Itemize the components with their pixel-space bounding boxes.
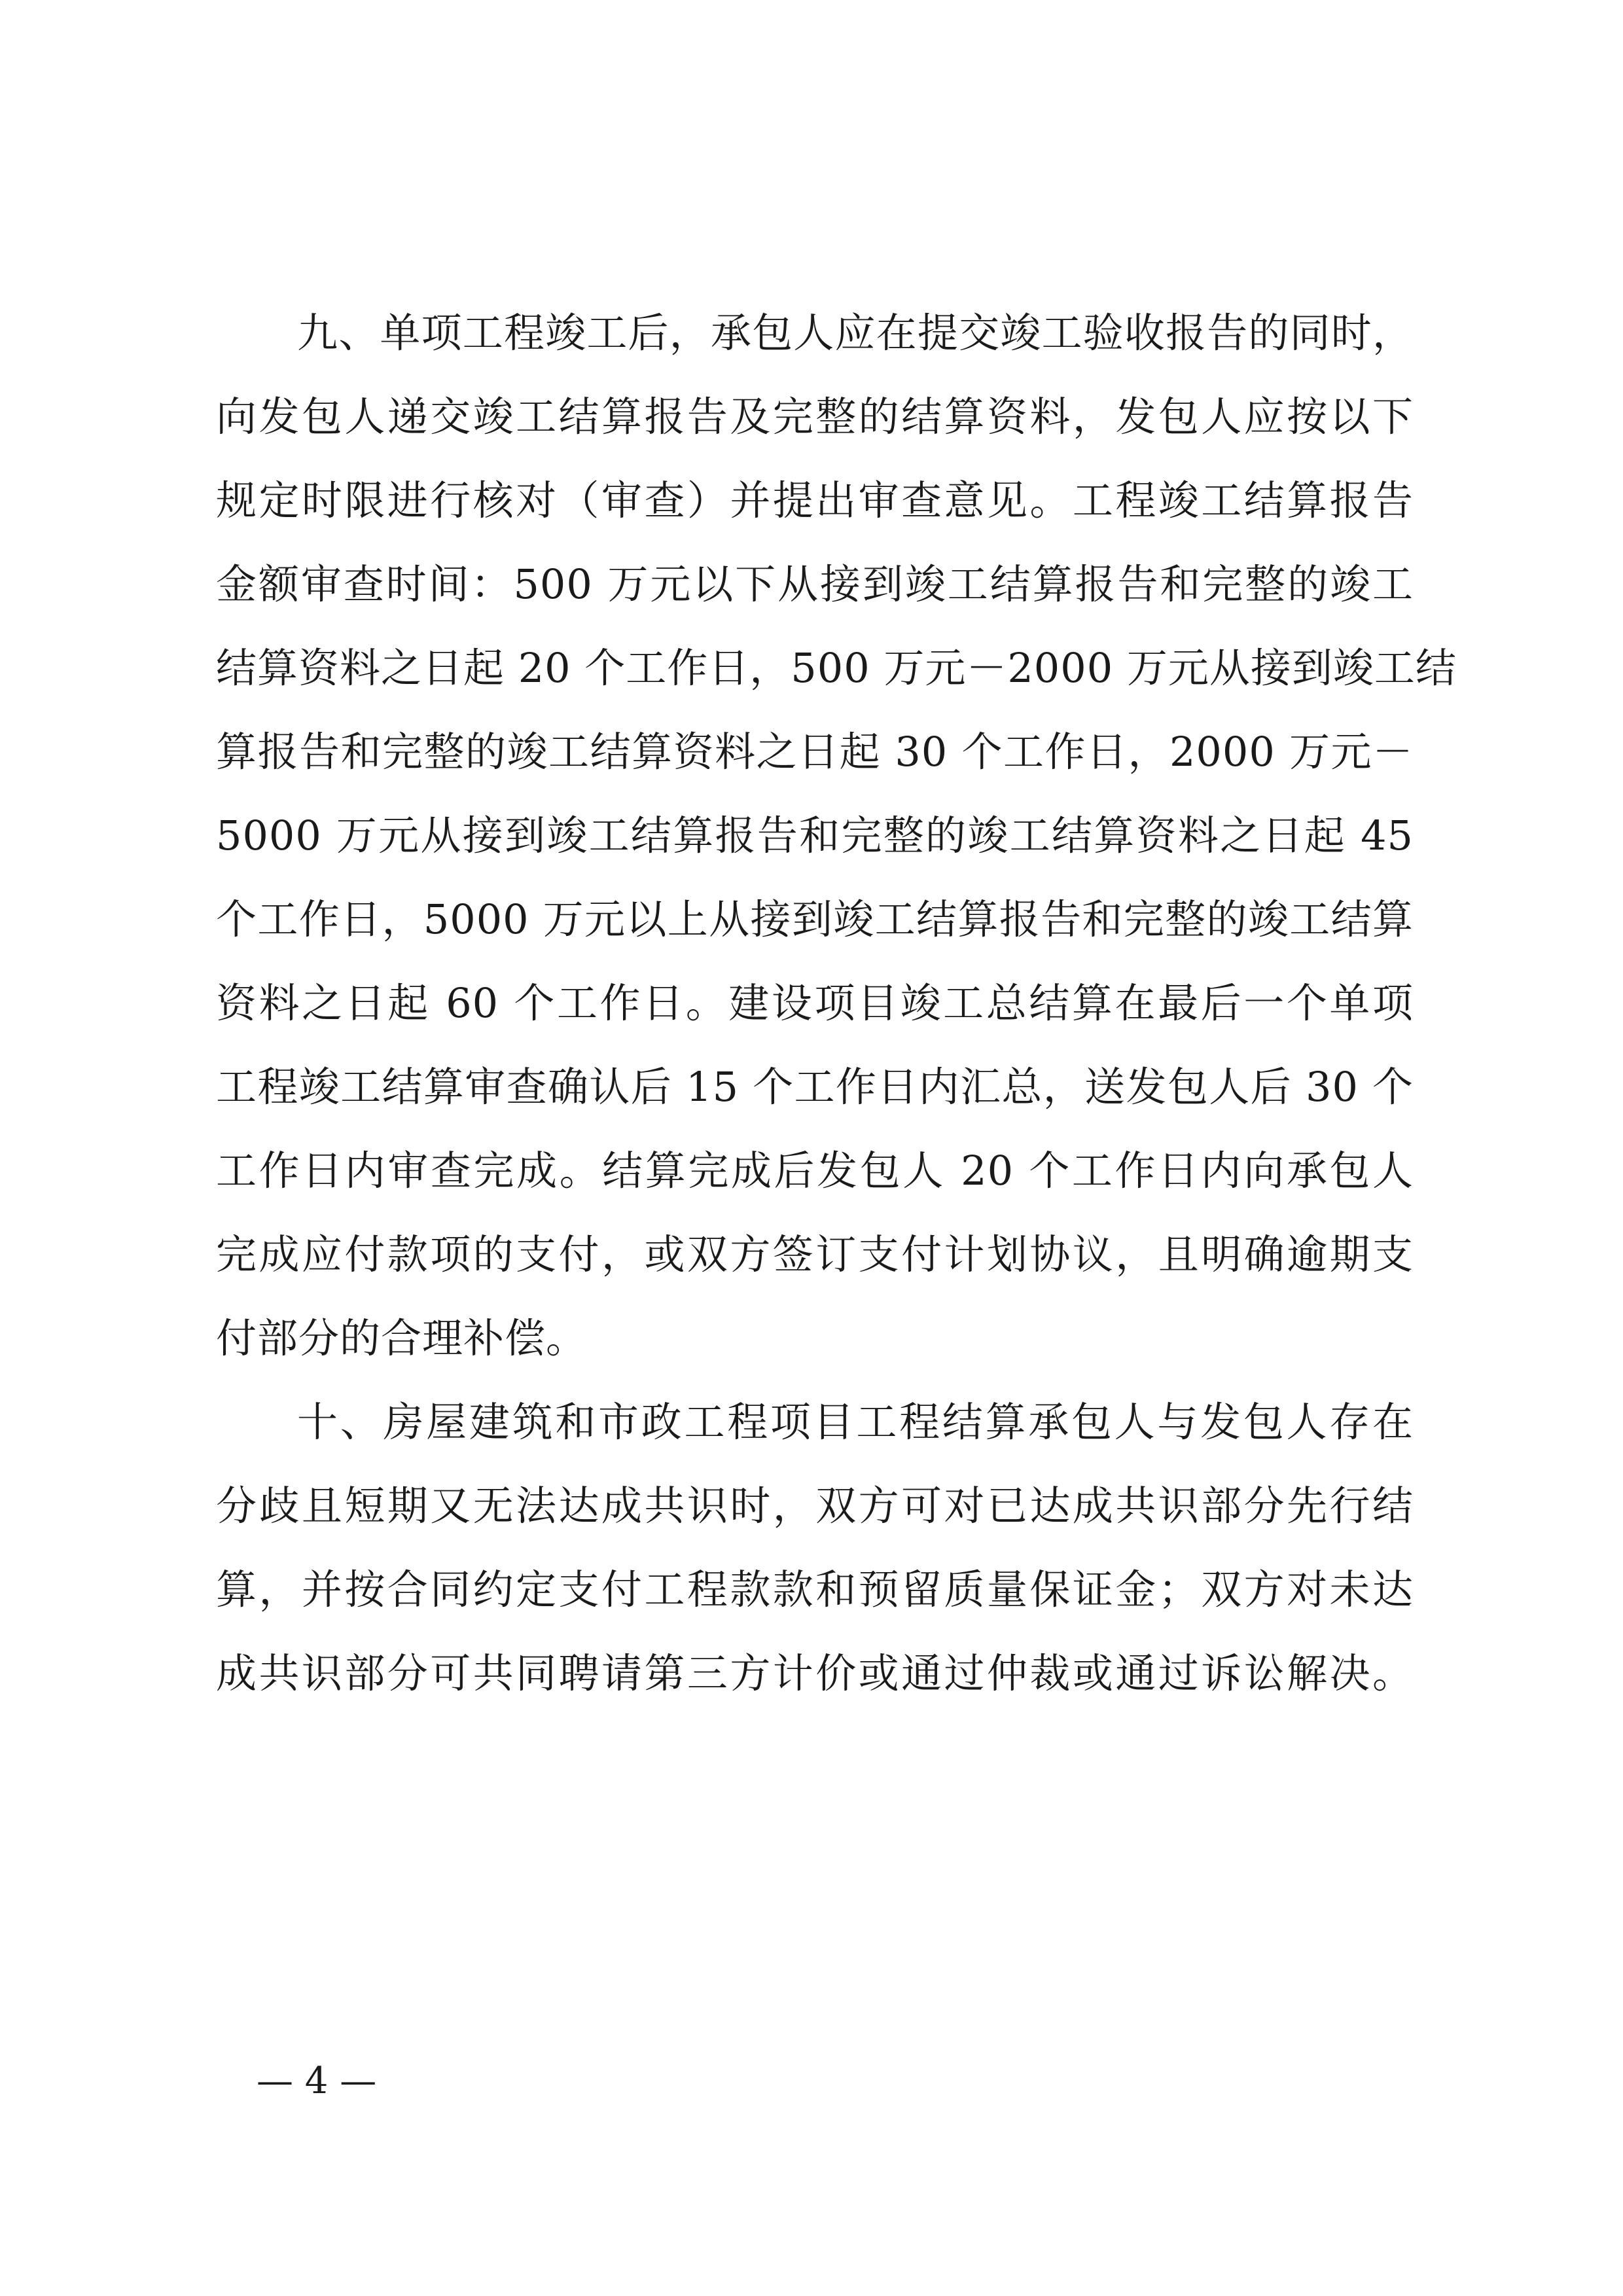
text-line: 结算资料之日起 20 个工作日，500 万元－2000 万元从接到竣工结 <box>216 644 1457 692</box>
text-line: 成共识部分可共同聘请第三方计价或通过仲裁或通过诉讼解决。 <box>216 1649 1414 1697</box>
paragraph-clause-10 <box>216 1380 1414 1715</box>
text-line: 向发包人递交竣工结算报告及完整的结算资料，发包人应按以下 <box>216 393 1414 440</box>
text-line: 九、单项工程竣工后，承包人应在提交竣工验收报告的同时， <box>297 309 1414 357</box>
paragraph-clause-9 <box>216 291 1457 1380</box>
text-line: 金额审查时间：500 万元以下从接到竣工结算报告和完整的竣工 <box>216 560 1414 608</box>
text-line: 完成应付款项的支付，或双方签订支付计划协议，且明确逾期支 <box>216 1230 1414 1278</box>
text-line: 工作日内审查完成。结算完成后发包人 20 个工作日内向承包人 <box>216 1147 1414 1194</box>
text-line: 十、房屋建筑和市政工程项目工程结算承包人与发包人存在 <box>297 1398 1414 1446</box>
text-line: 算，并按合同约定支付工程款款和预留质量保证金；双方对未达 <box>216 1566 1414 1613</box>
text-line: 个工作日，5000 万元以上从接到竣工结算报告和完整的竣工结算 <box>216 895 1414 943</box>
text-line: 算报告和完整的竣工结算资料之日起 30 个工作日，2000 万元－ <box>216 728 1414 776</box>
page-number: — 4 — <box>257 2060 377 2102</box>
document-body <box>216 291 1457 1715</box>
text-line: 付部分的合理补偿。 <box>216 1314 588 1362</box>
text-line: 工程竣工结算审查确认后 15 个工作日内汇总，送发包人后 30 个 <box>216 1063 1414 1111</box>
text-line: 规定时限进行核对（审查）并提出审查意见。工程竣工结算报告 <box>216 476 1414 524</box>
text-line: 资料之日起 60 个工作日。建设项目竣工总结算在最后一个单项 <box>216 979 1414 1027</box>
text-line: 5000 万元从接到竣工结算报告和完整的竣工结算资料之日起 45 <box>216 812 1414 859</box>
text-line: 分歧且短期又无法达成共识时，双方可对已达成共识部分先行结 <box>216 1482 1414 1530</box>
